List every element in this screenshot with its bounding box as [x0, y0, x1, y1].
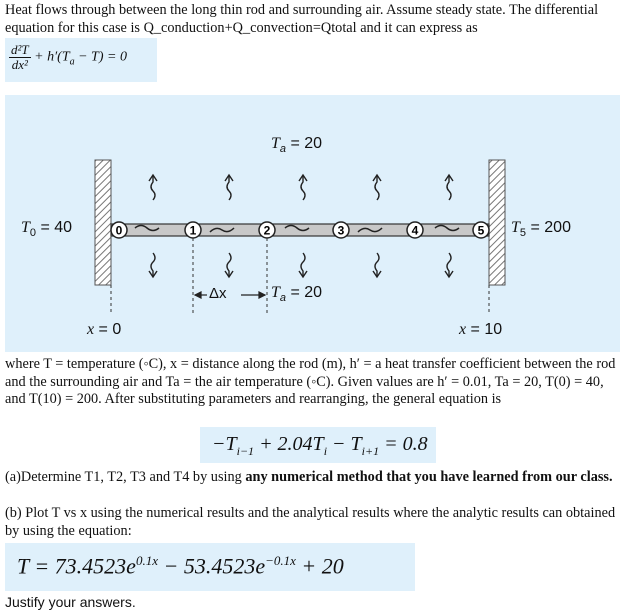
analytic-equation-box	[5, 543, 415, 591]
left-wall	[95, 160, 111, 285]
ode-fraction	[9, 43, 31, 72]
node-4	[407, 222, 423, 238]
gen-eq-sub1: i−1	[236, 444, 255, 458]
t0-label	[21, 219, 72, 239]
analytic-lhs: T = 73.4523e	[17, 553, 136, 579]
heat-arrow-down	[375, 253, 379, 277]
part-b-text: (b) Plot T vs x using the numerical results and the analytical results where the analytic results can obtained by using the equation:	[5, 505, 616, 539]
x-end-label	[459, 321, 502, 339]
analytic-exp1: 0.1x	[135, 553, 158, 568]
part-a-prefix: (a)Determine T1, T2, T3 and T4 by using	[5, 469, 246, 485]
heat-arrow-down	[447, 253, 451, 277]
heat-arrow-down	[151, 253, 155, 277]
heat-arrow-up	[447, 176, 451, 200]
general-equation-box	[200, 427, 436, 463]
ta-bottom-symbol: T	[271, 284, 280, 301]
dx-arrow	[195, 292, 265, 298]
general-equation	[212, 433, 428, 459]
bottom-heat-arrows	[149, 253, 453, 277]
node-4-label: 4	[411, 223, 419, 238]
gen-eq-part4: = 0.8	[379, 433, 428, 455]
ode-rest: + h′(T	[34, 49, 70, 65]
t0-sub: 0	[29, 227, 37, 240]
x-start-symbol: x	[87, 321, 95, 338]
x-end-symbol: x	[459, 321, 467, 338]
heat-arrow-up	[375, 176, 379, 200]
node-0	[111, 222, 127, 238]
heat-arrow-down	[227, 253, 231, 277]
t5-symbol: T	[511, 219, 520, 236]
node-5	[473, 222, 489, 238]
where-text: where T = temperature (◦C), x = distance along the rod (m), h′ = a heat transfer coefficient between the rod and the surrounding air and Ta = the air temperature (◦C). Given values are h′ = 0.01, Ta = 20, T(0) = 40, and T(10) = 200. After substituting parameters and rearranging, the general equation is	[5, 356, 616, 407]
node-1-label: 1	[189, 223, 197, 238]
node-3-label: 3	[337, 223, 345, 238]
gen-eq-part1: −T	[212, 433, 237, 455]
x-start-label	[87, 321, 121, 339]
analytic-equation	[17, 553, 344, 579]
rod-figure	[5, 95, 620, 352]
ta-top-label	[271, 135, 322, 155]
ode-equation	[9, 43, 127, 72]
top-heat-arrows	[149, 175, 453, 200]
right-wall	[489, 160, 505, 285]
ta-bottom-sub: a	[279, 292, 287, 305]
ta-top-symbol: T	[271, 135, 280, 152]
ode-sub-a: a	[69, 56, 75, 68]
intro-text: Heat flows through between the long thin rod and surrounding air. Assume steady state. The differential equation for this case is Q_conduction+Q_convection=Qtotal and it can express as	[5, 2, 599, 36]
node-1	[185, 222, 201, 238]
gen-eq-sub2: i	[323, 444, 328, 458]
ode-tail: − T) = 0	[74, 49, 127, 65]
node-5-label: 5	[477, 223, 485, 238]
t0-value: = 40	[36, 219, 73, 236]
ta-bottom-label	[271, 284, 322, 304]
gen-eq-sub3: i+1	[361, 444, 380, 458]
gen-eq-part2: + 2.04T	[254, 433, 324, 455]
t0-symbol: T	[21, 219, 30, 236]
analytic-exp2: −0.1x	[265, 553, 296, 568]
part-a-text	[5, 469, 620, 487]
node-2	[259, 222, 275, 238]
part-a-bold: any numerical method that you have learned from our class.	[245, 469, 613, 485]
heat-arrow-up	[301, 176, 305, 200]
justify-text: Justify your answers.	[5, 594, 136, 610]
t5-sub: 5	[519, 227, 527, 240]
node-3	[333, 222, 349, 238]
heat-arrow-up	[227, 176, 231, 200]
ode-equation-box	[5, 38, 157, 82]
heat-arrow-down	[301, 253, 305, 277]
ta-top-sub: a	[279, 143, 287, 156]
x-end-value: = 10	[466, 321, 503, 338]
ode-numerator: d²T	[11, 42, 29, 57]
node-2-label: 2	[263, 223, 271, 238]
analytic-end: + 20	[295, 553, 344, 579]
gen-eq-part3: − T	[327, 433, 362, 455]
x-start-value: = 0	[94, 321, 122, 338]
t5-label	[511, 219, 571, 239]
heat-arrow-up	[151, 176, 155, 200]
analytic-mid: − 53.4523e	[157, 553, 266, 579]
node-0-label: 0	[115, 223, 123, 238]
dx-arrowhead-right	[259, 292, 265, 298]
ta-top-value: = 20	[286, 135, 323, 152]
ode-denominator: dx²	[11, 57, 28, 72]
ta-bottom-value: = 20	[286, 284, 323, 301]
dx-arrowhead-left	[195, 292, 201, 298]
dx-label: Δx	[209, 285, 227, 302]
t5-value: = 200	[526, 219, 571, 236]
